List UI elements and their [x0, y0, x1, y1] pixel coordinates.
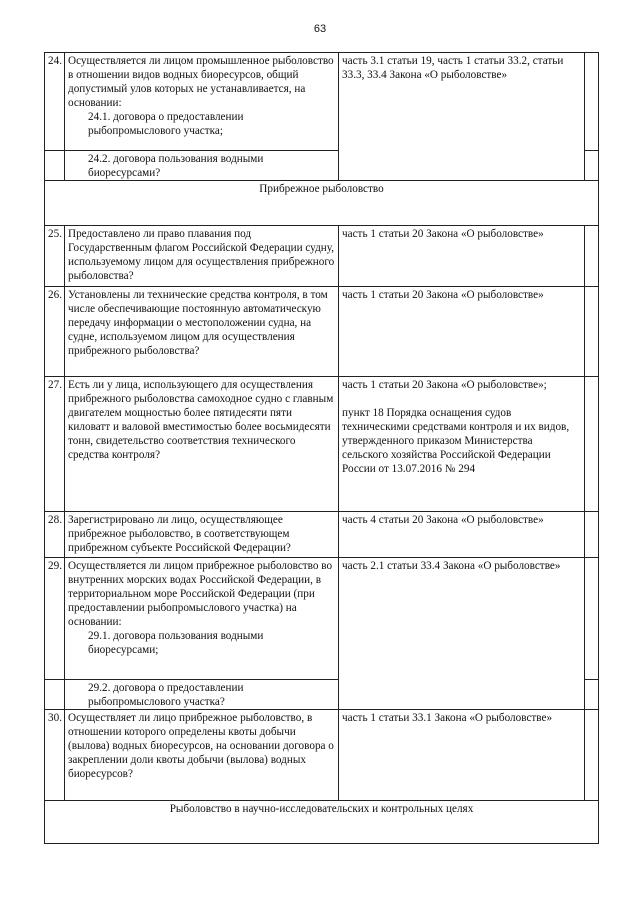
row-number: 29. [45, 558, 65, 680]
question-text: Установлены ли технические средства контроля, в том числе обеспечивающие постоянную автоматическую передачу информации о местоположении судна, на судне, используемом лицом для осуществления прибрежного рыболовства? [65, 287, 339, 377]
empty-cell [585, 53, 599, 151]
question-text: Зарегистрировано ли лицо, осуществляющее прибрежное рыболовство, в соответствующем прибрежном субъекте Российской Федерации? [65, 512, 339, 558]
question-text: Предоставлено ли право плавания под Государственным флагом Российской Федерации судну, используемому лицом для осуществления прибрежного рыболовства? [65, 226, 339, 287]
table-row [45, 710, 599, 801]
section-row [45, 181, 599, 226]
section-heading: Прибрежное рыболовство [45, 181, 599, 226]
question-cell [65, 151, 339, 181]
empty-cell [585, 377, 599, 512]
empty-cell [585, 287, 599, 377]
question-subitem: 24.1. договора о предоставлении рыбопромыслового участка; [88, 111, 244, 137]
legal-basis: часть 1 статьи 20 Закона «О рыболовстве» [339, 287, 585, 377]
empty-cell [585, 710, 599, 801]
table-row [45, 377, 599, 512]
row-number: 26. [45, 287, 65, 377]
legal-basis: часть 1 статьи 33.1 Закона «О рыболовстве» [339, 710, 585, 801]
empty-cell [585, 680, 599, 710]
empty-cell [585, 558, 599, 680]
section-row [45, 801, 599, 844]
empty-cell [585, 151, 599, 181]
table-row [45, 53, 599, 151]
question-cell [65, 53, 339, 151]
row-number [45, 151, 65, 181]
table-row [45, 287, 599, 377]
legal-basis [339, 377, 585, 512]
question-text: Осуществляется ли лицом промышленное рыболовство в отношении видов водных биоресурсов, общий допустимый улов которых не устанавливается, на основании: [68, 55, 334, 109]
table-row [45, 226, 599, 287]
checklist-table [44, 52, 599, 844]
question-text: Осуществляет ли лицо прибрежное рыболовство, в отношении которого определены квоты добычи (вылова) водных биоресурсов, на основании договора о закреплении доли квоты добычи (вылова) водных биоресурсов? [65, 710, 339, 801]
legal-basis: часть 3.1 статьи 19, часть 1 статьи 33.2, статьи 33.3, 33.4 Закона «О рыболовстве» [339, 53, 585, 181]
empty-cell [585, 512, 599, 558]
question-subitem: 29.1. договора пользования водными биоресурсами; [88, 630, 264, 656]
empty-cell [585, 226, 599, 287]
question-subitem: 29.2. договора о предоставлении рыбопромыслового участка? [88, 682, 244, 708]
row-number: 24. [45, 53, 65, 151]
row-number: 28. [45, 512, 65, 558]
table-row [45, 558, 599, 680]
legal-basis: часть 1 статьи 20 Закона «О рыболовстве» [339, 226, 585, 287]
row-number: 25. [45, 226, 65, 287]
question-text: Есть ли у лица, использующего для осуществления прибрежного рыболовства самоходное судно с главным двигателем мощностью более пятидесяти пяти киловатт и валовой вместимостью более восьмидесяти тонн, свидетельство соответствия технического средства контроля? [65, 377, 339, 512]
row-number: 27. [45, 377, 65, 512]
legal-basis-item: пункт 18 Порядка оснащения судов техническими средствами контроля и их видов, утвержденного приказом Министерства сельского хозяйства Российской Федерации России от 13.07.2016 № 294 [342, 407, 570, 475]
legal-basis-item: часть 1 статьи 20 Закона «О рыболовстве»; [342, 379, 547, 391]
question-cell [65, 558, 339, 680]
section-heading: Рыболовство в научно-исследовательских и контрольных целях [45, 801, 599, 844]
page-number: 63 [313, 23, 327, 35]
row-number: 30. [45, 710, 65, 801]
legal-basis: часть 2.1 статьи 33.4 Закона «О рыболовстве» [339, 558, 585, 710]
question-subitem: 24.2. договора пользования водными биоресурсами? [88, 153, 264, 179]
row-number [45, 680, 65, 710]
question-cell [65, 680, 339, 710]
question-text: Осуществляется ли лицом прибрежное рыболовство во внутренних морских водах Российской Федерации, в территориальном море Российской Федерации (при предоставлении рыбопромыслового участка) на основании: [68, 560, 333, 628]
table-row [45, 512, 599, 558]
legal-basis: часть 4 статьи 20 Закона «О рыболовстве» [339, 512, 585, 558]
